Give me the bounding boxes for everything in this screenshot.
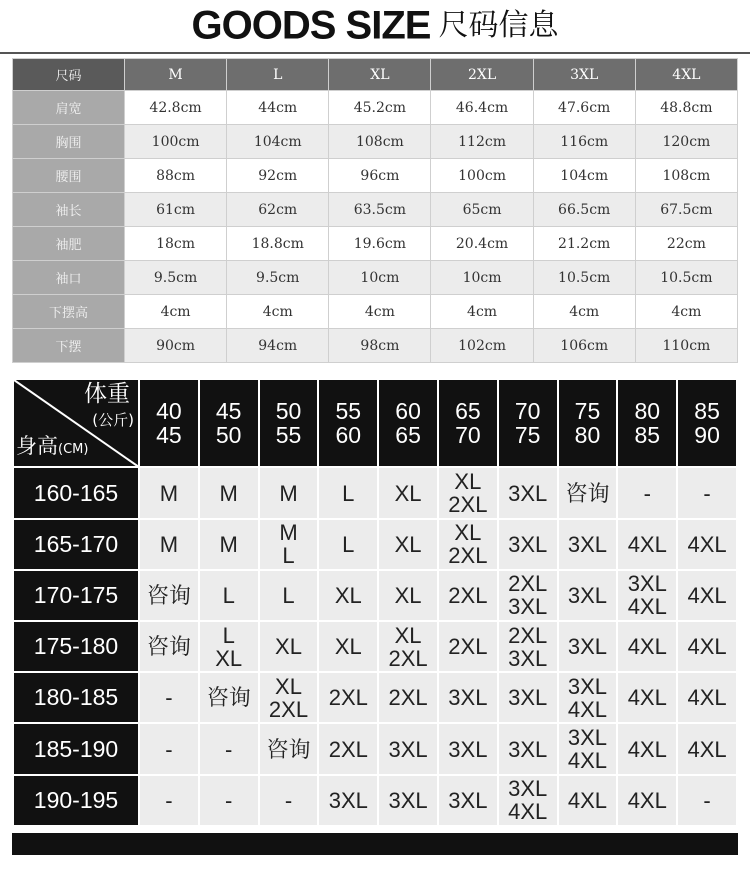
recommended-size-value: M	[279, 520, 298, 546]
recommended-size-value: 咨询	[565, 480, 610, 506]
recommended-size-cell	[200, 520, 258, 569]
size-row-label: 袖长	[13, 193, 125, 227]
recommended-size-value: 2XL	[388, 685, 428, 711]
size-row-label: 腰围	[13, 159, 125, 193]
rec-row	[14, 724, 736, 773]
recommended-size-value: 2XL	[328, 736, 368, 762]
rec-row	[14, 520, 736, 569]
size-cell: 21.2cm	[533, 227, 635, 261]
recommended-size-value: 4XL	[687, 582, 727, 608]
recommended-size-value: 2XL	[448, 634, 488, 660]
size-header-label: 尺码	[13, 59, 125, 91]
recommended-size-value: 2XL	[448, 492, 488, 517]
height-range-cell: 160-165	[14, 468, 138, 517]
recommended-size-cell	[559, 776, 617, 825]
recommended-size-cell	[499, 673, 557, 722]
recommended-size-value: M	[279, 480, 298, 506]
size-cell: 62cm	[227, 193, 329, 227]
recommended-size-value: 4XL	[567, 748, 608, 774]
size-cell: 4cm	[125, 295, 227, 329]
recommended-size-cell	[260, 520, 318, 569]
recommended-size-value: L	[342, 480, 355, 506]
recommended-size-value: -	[225, 736, 233, 762]
size-cell: 108cm	[329, 125, 431, 159]
recommended-size-cell	[379, 468, 437, 517]
size-cell: 102cm	[431, 329, 533, 363]
recommended-size-value: XL	[394, 582, 422, 608]
recommended-size-cell	[559, 520, 617, 569]
recommended-size-cell	[678, 622, 736, 671]
recommended-size-cell	[200, 571, 258, 620]
recommended-size-value: 3XL	[627, 571, 667, 597]
recommended-size-cell	[379, 724, 437, 773]
weight-range-value: 50	[215, 422, 242, 449]
weight-range-value: 85	[634, 422, 661, 449]
recommended-size-value: 3XL	[388, 736, 428, 762]
recommended-size-value: L	[222, 582, 235, 608]
size-header-cell: 3XL	[533, 59, 635, 91]
size-row-label: 袖口	[13, 261, 125, 295]
height-label-group	[16, 434, 88, 462]
recommended-size-cell	[499, 571, 557, 620]
recommended-size-value: -	[643, 480, 651, 506]
recommended-size-value: -	[165, 736, 173, 762]
size-cell: 22cm	[635, 227, 737, 261]
weight-range-header	[140, 380, 198, 466]
weight-range-header	[319, 380, 377, 466]
recommended-size-cell	[678, 468, 736, 517]
weight-range-value: 55	[335, 398, 362, 425]
size-cell: 4cm	[329, 295, 431, 329]
size-cell: 90cm	[125, 329, 227, 363]
recommended-size-value: 2XL	[268, 696, 309, 722]
size-cell: 18.8cm	[227, 227, 329, 261]
recommended-size-cell	[439, 468, 497, 517]
height-range-cell: 165-170	[14, 520, 138, 569]
recommended-size-value: XL	[334, 582, 362, 608]
recommended-size-cell	[678, 724, 736, 773]
recommended-size-value: XL	[454, 520, 482, 546]
weight-range-header	[379, 380, 437, 466]
size-cell: 47.6cm	[533, 91, 635, 125]
recommended-size-value: XL	[394, 480, 422, 506]
size-header-row	[13, 59, 738, 91]
recommended-size-cell	[319, 673, 377, 722]
weight-label: 体重	[84, 381, 130, 407]
size-header-cell: M	[125, 59, 227, 91]
weight-range-value: 40	[156, 398, 182, 425]
recommended-size-cell	[499, 724, 557, 773]
weight-range-value: 65	[395, 422, 421, 449]
size-cell: 96cm	[329, 159, 431, 193]
size-cell: 67.5cm	[635, 193, 737, 227]
size-cell: 48.8cm	[635, 91, 737, 125]
recommended-size-value: XL	[334, 634, 362, 660]
recommended-size-cell	[678, 673, 736, 722]
size-row-label: 胸围	[13, 125, 125, 159]
recommended-size-cell	[379, 673, 437, 722]
recommended-size-value: 咨询	[206, 685, 251, 711]
weight-range-value: 85	[694, 398, 720, 425]
height-range-cell: 180-185	[14, 673, 138, 722]
recommended-size-cell	[439, 571, 497, 620]
weight-range-header	[618, 380, 676, 466]
recommended-size-value: L	[282, 582, 295, 608]
recommended-size-cell	[379, 622, 437, 671]
recommended-size-value: 2XL	[388, 645, 428, 671]
recommended-size-value: XL	[215, 645, 243, 671]
recommended-size-cell	[678, 520, 736, 569]
bottom-bar	[12, 833, 738, 855]
recommended-size-value: 4XL	[627, 685, 667, 711]
recommended-size-value: 2XL	[508, 571, 548, 597]
recommended-size-value: 3XL	[508, 736, 548, 762]
recommended-size-value: -	[703, 480, 711, 506]
recommended-size-value: 3XL	[508, 480, 548, 506]
size-cell: 20.4cm	[431, 227, 533, 261]
recommended-size-value: 3XL	[508, 531, 548, 557]
recommended-size-cell	[559, 468, 617, 517]
size-row-label: 下摆高	[13, 295, 125, 329]
size-cell: 10.5cm	[635, 261, 737, 295]
recommended-size-value: L	[342, 531, 355, 557]
weight-range-value: 50	[275, 398, 302, 425]
recommended-size-cell	[140, 724, 198, 773]
size-cell: 104cm	[227, 125, 329, 159]
recommended-size-value: 4XL	[687, 736, 727, 762]
weight-range-value: 75	[514, 422, 541, 449]
weight-range-header	[260, 380, 318, 466]
size-cell: 10.5cm	[533, 261, 635, 295]
weight-range-value: 75	[574, 398, 601, 425]
recommended-size-cell	[140, 571, 198, 620]
recommended-size-cell	[260, 468, 318, 517]
size-cell: 106cm	[533, 329, 635, 363]
recommended-size-cell	[319, 520, 377, 569]
weight-range-value: 45	[156, 422, 182, 449]
recommended-size-cell	[200, 622, 258, 671]
recommended-size-cell	[319, 571, 377, 620]
recommended-size-cell	[618, 571, 676, 620]
weight-range-header	[559, 380, 617, 466]
recommended-size-value: 2XL	[328, 685, 368, 711]
recommended-size-cell	[140, 468, 198, 517]
recommended-size-value: XL	[275, 634, 302, 660]
recommended-size-cell	[439, 724, 497, 773]
size-cell: 116cm	[533, 125, 635, 159]
recommended-size-cell	[618, 776, 676, 825]
size-row	[13, 193, 738, 227]
size-cell: 4cm	[635, 295, 737, 329]
recommended-size-value: 3XL	[567, 673, 608, 699]
height-range-cell: 175-180	[14, 622, 138, 671]
size-cell: 10cm	[329, 261, 431, 295]
recommended-size-cell	[499, 520, 557, 569]
recommended-size-value: 4XL	[567, 696, 608, 722]
recommended-size-cell	[678, 571, 736, 620]
recommended-size-cell	[140, 622, 198, 671]
weight-range-header	[200, 380, 258, 466]
weight-range-value: 60	[335, 422, 362, 449]
recommended-size-cell	[379, 520, 437, 569]
weight-unit: (公斤)	[92, 411, 134, 429]
weight-range-value: 45	[215, 398, 242, 425]
recommended-size-cell	[200, 673, 258, 722]
recommended-size-cell	[618, 673, 676, 722]
recommended-size-cell	[618, 520, 676, 569]
recommended-size-value: 3XL	[448, 736, 488, 762]
recommended-size-cell	[379, 571, 437, 620]
recommended-size-value: 3XL	[448, 685, 488, 711]
size-row	[13, 227, 738, 261]
recommended-size-value: 2XL	[508, 622, 548, 648]
size-recommendation-table	[12, 378, 738, 827]
size-row-label: 下摆	[13, 329, 125, 363]
size-header-cell: L	[227, 59, 329, 91]
recommended-size-value: M	[159, 531, 179, 557]
size-row	[13, 261, 738, 295]
recommended-size-value: 3XL	[508, 685, 548, 711]
size-row	[13, 159, 738, 193]
recommended-size-value: 3XL	[448, 787, 488, 813]
recommended-size-value: XL	[394, 531, 422, 557]
recommended-size-value: -	[165, 787, 173, 813]
size-header-cell: XL	[329, 59, 431, 91]
weight-range-value: 70	[455, 422, 481, 449]
size-cell: 44cm	[227, 91, 329, 125]
recommended-size-cell	[618, 468, 676, 517]
rec-row	[14, 776, 736, 825]
recommended-size-cell	[319, 468, 377, 517]
rec-row	[14, 622, 736, 671]
size-cell: 100cm	[431, 159, 533, 193]
title-chinese: 尺码信息	[438, 7, 559, 43]
size-cell: 4cm	[227, 295, 329, 329]
size-cell: 112cm	[431, 125, 533, 159]
height-range-cell: 185-190	[14, 724, 138, 773]
recommended-size-cell	[260, 724, 318, 773]
weight-range-value: 65	[455, 398, 481, 425]
size-cell: 46.4cm	[431, 91, 533, 125]
recommended-size-value: M	[219, 480, 238, 506]
size-cell: 45.2cm	[329, 91, 431, 125]
recommended-size-value: 4XL	[627, 787, 667, 813]
recommended-size-cell	[618, 724, 676, 773]
recommended-size-cell	[260, 622, 318, 671]
recommended-size-cell	[260, 571, 318, 620]
size-cell: 120cm	[635, 125, 737, 159]
recommended-size-cell	[319, 776, 377, 825]
recommended-size-value: M	[159, 480, 179, 506]
size-cell: 9.5cm	[227, 261, 329, 295]
recommended-size-cell	[319, 724, 377, 773]
size-row-label: 肩宽	[13, 91, 125, 125]
size-header-cell: 4XL	[635, 59, 737, 91]
rec-row	[14, 571, 736, 620]
weight-range-header	[678, 380, 736, 466]
recommended-size-value: 4XL	[687, 531, 727, 557]
size-cell: 4cm	[431, 295, 533, 329]
recommended-size-value: 3XL	[508, 645, 548, 671]
title-divider	[0, 52, 750, 54]
weight-range-value: 80	[634, 398, 661, 425]
size-row	[13, 125, 738, 159]
recommended-size-value: -	[284, 787, 293, 813]
height-unit: (CM)	[58, 442, 89, 458]
rec-row	[14, 468, 736, 517]
recommended-size-value: 3XL	[328, 787, 368, 813]
recommended-size-value: 4XL	[627, 594, 667, 620]
recommended-size-cell	[439, 622, 497, 671]
page-title	[0, 0, 750, 50]
size-cell: 66.5cm	[533, 193, 635, 227]
recommended-size-cell	[439, 520, 497, 569]
recommended-size-cell	[200, 468, 258, 517]
recommended-size-cell	[260, 776, 318, 825]
recommended-size-cell	[140, 520, 198, 569]
size-cell: 4cm	[533, 295, 635, 329]
recommended-size-value: M	[219, 531, 238, 557]
size-cell: 63.5cm	[329, 193, 431, 227]
size-cell: 92cm	[227, 159, 329, 193]
size-row-label: 袖肥	[13, 227, 125, 261]
recommended-size-cell	[559, 724, 617, 773]
recommended-size-cell	[140, 673, 198, 722]
size-cell: 18cm	[125, 227, 227, 261]
recommended-size-value: 2XL	[448, 543, 488, 569]
recommended-size-value: XL	[394, 622, 422, 648]
size-row	[13, 329, 738, 363]
recommended-size-cell	[499, 622, 557, 671]
recommended-size-cell	[499, 468, 557, 517]
title-english: GOODS SIZE	[191, 3, 431, 48]
recommended-size-value: 4XL	[567, 787, 608, 813]
recommended-size-value: 3XL	[388, 787, 428, 813]
size-measurement-table	[12, 58, 738, 363]
recommended-size-value: 3XL	[508, 594, 548, 620]
recommended-size-value: 3XL	[567, 634, 608, 660]
recommended-size-value: 3XL	[567, 531, 608, 557]
weight-range-value: 55	[275, 422, 302, 449]
weight-range-value: 90	[694, 422, 720, 449]
rec-corner-cell	[14, 380, 138, 466]
size-row	[13, 91, 738, 125]
recommended-size-value: -	[225, 787, 233, 813]
size-cell: 10cm	[431, 261, 533, 295]
recommended-size-value: -	[165, 685, 173, 711]
recommended-size-value: XL	[275, 673, 302, 699]
size-cell: 100cm	[125, 125, 227, 159]
recommended-size-value: 咨询	[146, 582, 191, 608]
size-cell: 61cm	[125, 193, 227, 227]
recommended-size-value: 4XL	[627, 736, 667, 762]
recommended-size-value: 4XL	[627, 531, 667, 557]
size-cell: 110cm	[635, 329, 737, 363]
recommended-size-cell	[200, 776, 258, 825]
size-cell: 65cm	[431, 193, 533, 227]
recommended-size-value: L	[222, 622, 235, 648]
recommended-size-value: 4XL	[627, 634, 667, 660]
recommended-size-cell	[678, 776, 736, 825]
recommended-size-value: 咨询	[146, 634, 191, 660]
recommended-size-value: 4XL	[687, 685, 727, 711]
recommended-size-cell	[439, 673, 497, 722]
recommended-size-cell	[439, 776, 497, 825]
size-cell: 98cm	[329, 329, 431, 363]
size-cell: 94cm	[227, 329, 329, 363]
weight-range-value: 70	[514, 398, 541, 425]
weight-range-header	[499, 380, 557, 466]
size-cell: 104cm	[533, 159, 635, 193]
size-row	[13, 295, 738, 329]
size-header-cell: 2XL	[431, 59, 533, 91]
recommended-size-cell	[559, 571, 617, 620]
weight-range-value: 80	[574, 422, 601, 449]
recommended-size-cell	[260, 673, 318, 722]
size-cell: 88cm	[125, 159, 227, 193]
recommended-size-value: -	[703, 787, 711, 813]
recommended-size-value: 咨询	[266, 736, 311, 762]
height-label: 身高	[16, 434, 58, 459]
rec-row	[14, 673, 736, 722]
recommended-size-cell	[319, 622, 377, 671]
weight-range-header	[439, 380, 497, 466]
recommended-size-value: XL	[454, 469, 482, 494]
rec-header-row	[14, 380, 736, 466]
height-range-cell: 190-195	[14, 776, 138, 825]
recommended-size-value: L	[282, 543, 295, 569]
recommended-size-value: 4XL	[508, 799, 548, 825]
size-cell: 108cm	[635, 159, 737, 193]
recommended-size-cell	[140, 776, 198, 825]
recommended-size-value: 4XL	[687, 634, 727, 660]
recommended-size-cell	[559, 673, 617, 722]
size-cell: 19.6cm	[329, 227, 431, 261]
recommended-size-value: 3XL	[567, 582, 608, 608]
recommended-size-cell	[559, 622, 617, 671]
height-range-cell: 170-175	[14, 571, 138, 620]
recommended-size-cell	[379, 776, 437, 825]
recommended-size-value: 2XL	[448, 582, 488, 608]
recommended-size-value: 3XL	[508, 776, 548, 802]
recommended-size-cell	[499, 776, 557, 825]
weight-range-value: 60	[395, 398, 421, 425]
recommended-size-cell	[200, 724, 258, 773]
size-cell: 42.8cm	[125, 91, 227, 125]
size-cell: 9.5cm	[125, 261, 227, 295]
recommended-size-cell	[618, 622, 676, 671]
recommended-size-value: 3XL	[567, 725, 608, 751]
